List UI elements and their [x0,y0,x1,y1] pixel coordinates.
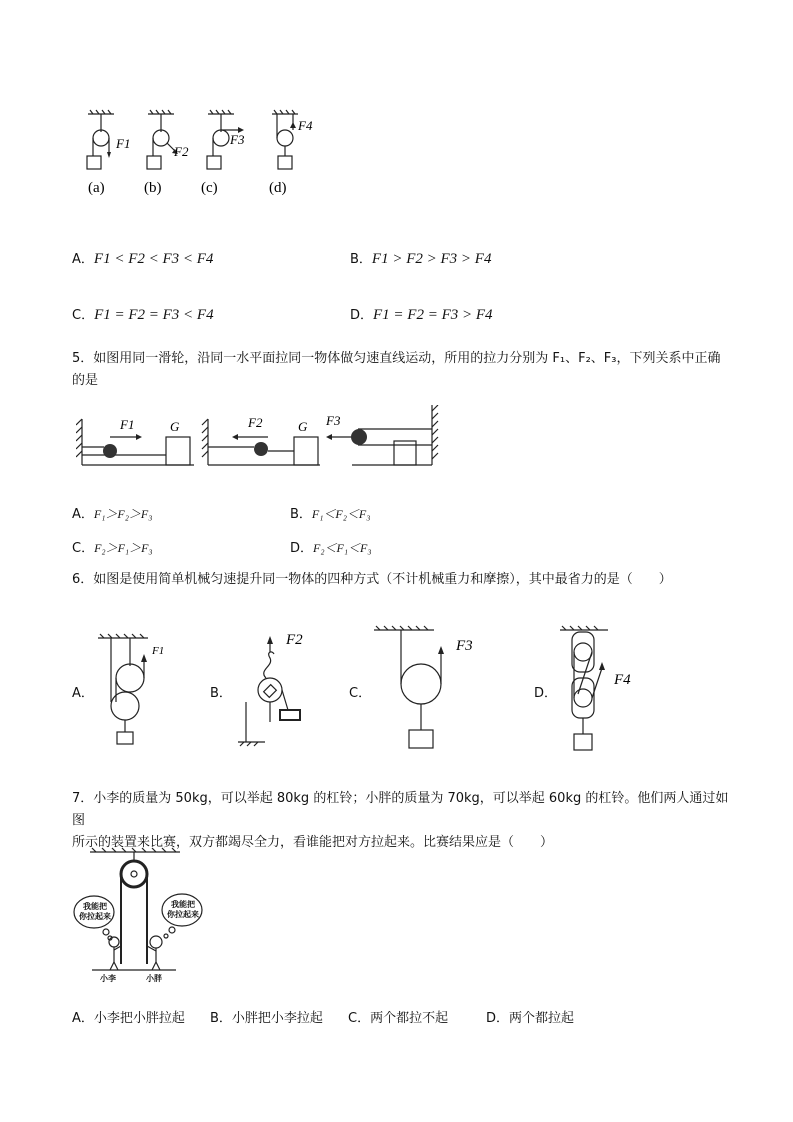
q6-label-f2: F2 [286,632,303,648]
q7-option-b[interactable]: B．小胖把小李拉起 [210,1011,323,1026]
q7-stem: 7．小李的质量为 50kg，可以举起 80kg 的杠铃；小胖的质量为 70kg，可以举起 60kg 的杠铃。他们两人通过如图 所示的装置来比赛，双方都竭尽全力，看谁能把对方拉起来。比赛结果应是（ ） [72,791,729,850]
q6-option-d[interactable]: D． [534,686,558,701]
q6-label-f1: F1 [152,645,165,657]
q7-bubble-right: 我能把 你拉起来 [167,900,199,919]
q7-name-right: 小胖 [146,974,162,983]
q6-stem: 6．如图是使用简单机械匀速提升同一物体的四种方式（不计机械重力和摩擦），其中最省力的是（ ） [72,572,672,587]
q6-option-a[interactable]: A． [72,686,94,701]
q4-force-label-2: F2 [174,144,189,159]
q7-figure [72,846,212,986]
q5-label-f3: F3 [326,413,341,428]
q5-label-f2: F2 [248,415,263,430]
q4-fig-label-a: (a) [88,180,105,196]
q5-label-g1: G [170,419,180,434]
q4-fig-label-b: (b) [144,180,162,196]
q6-label-f3: F3 [456,638,473,654]
q6-label-f4: F4 [614,672,631,688]
q4-option-c[interactable]: C．F1 = F2 = F3 < F4 [72,307,214,323]
q7-option-d[interactable]: D．两个都拉起 [486,1011,575,1026]
q6-option-c[interactable]: C． [349,686,372,701]
q4-option-a[interactable]: A．F1 < F2 < F3 < F4 [72,251,214,267]
q4-fig-label-d: (d) [269,180,287,196]
q5-option-b[interactable]: B．F₁＜F₂＜F₃ [290,507,371,522]
q7-bubble-left: 我能把 你拉起来 [79,902,111,921]
q4-force-label-3: F3 [230,132,245,147]
q5-option-c[interactable]: C．F₂＞F₁＞F₃ [72,541,153,556]
q4-option-d[interactable]: D．F1 = F2 = F3 > F4 [350,307,493,323]
q6-option-b[interactable]: B． [210,686,232,701]
q5-figure [76,405,441,475]
q7-option-c[interactable]: C．两个都拉不起 [348,1011,449,1026]
q7-option-a[interactable]: A．小李把小胖拉起 [72,1011,185,1026]
q5-stem: 5．如图用同一滑轮，沿同一水平面拉同一物体做匀速直线运动，所用的拉力分别为 F₁、F₂、F₃，下列关系中正确 的是 [72,351,721,388]
q4-figure [80,108,330,200]
q4-force-label-1: F1 [116,136,131,151]
q7-name-left: 小李 [100,974,116,983]
q5-option-d[interactable]: D．F₂＜F₁＜F₃ [290,541,372,556]
q5-option-a[interactable]: A．F₁＞F₂＞F₃ [72,507,153,522]
q4-force-label-4: F4 [298,118,313,133]
q5-label-g2: G [298,419,308,434]
q4-fig-label-c: (c) [201,180,218,196]
q4-option-b[interactable]: B．F1 > F2 > F3 > F4 [350,251,492,267]
q5-label-f1: F1 [120,417,135,432]
q6-figure [90,622,650,757]
